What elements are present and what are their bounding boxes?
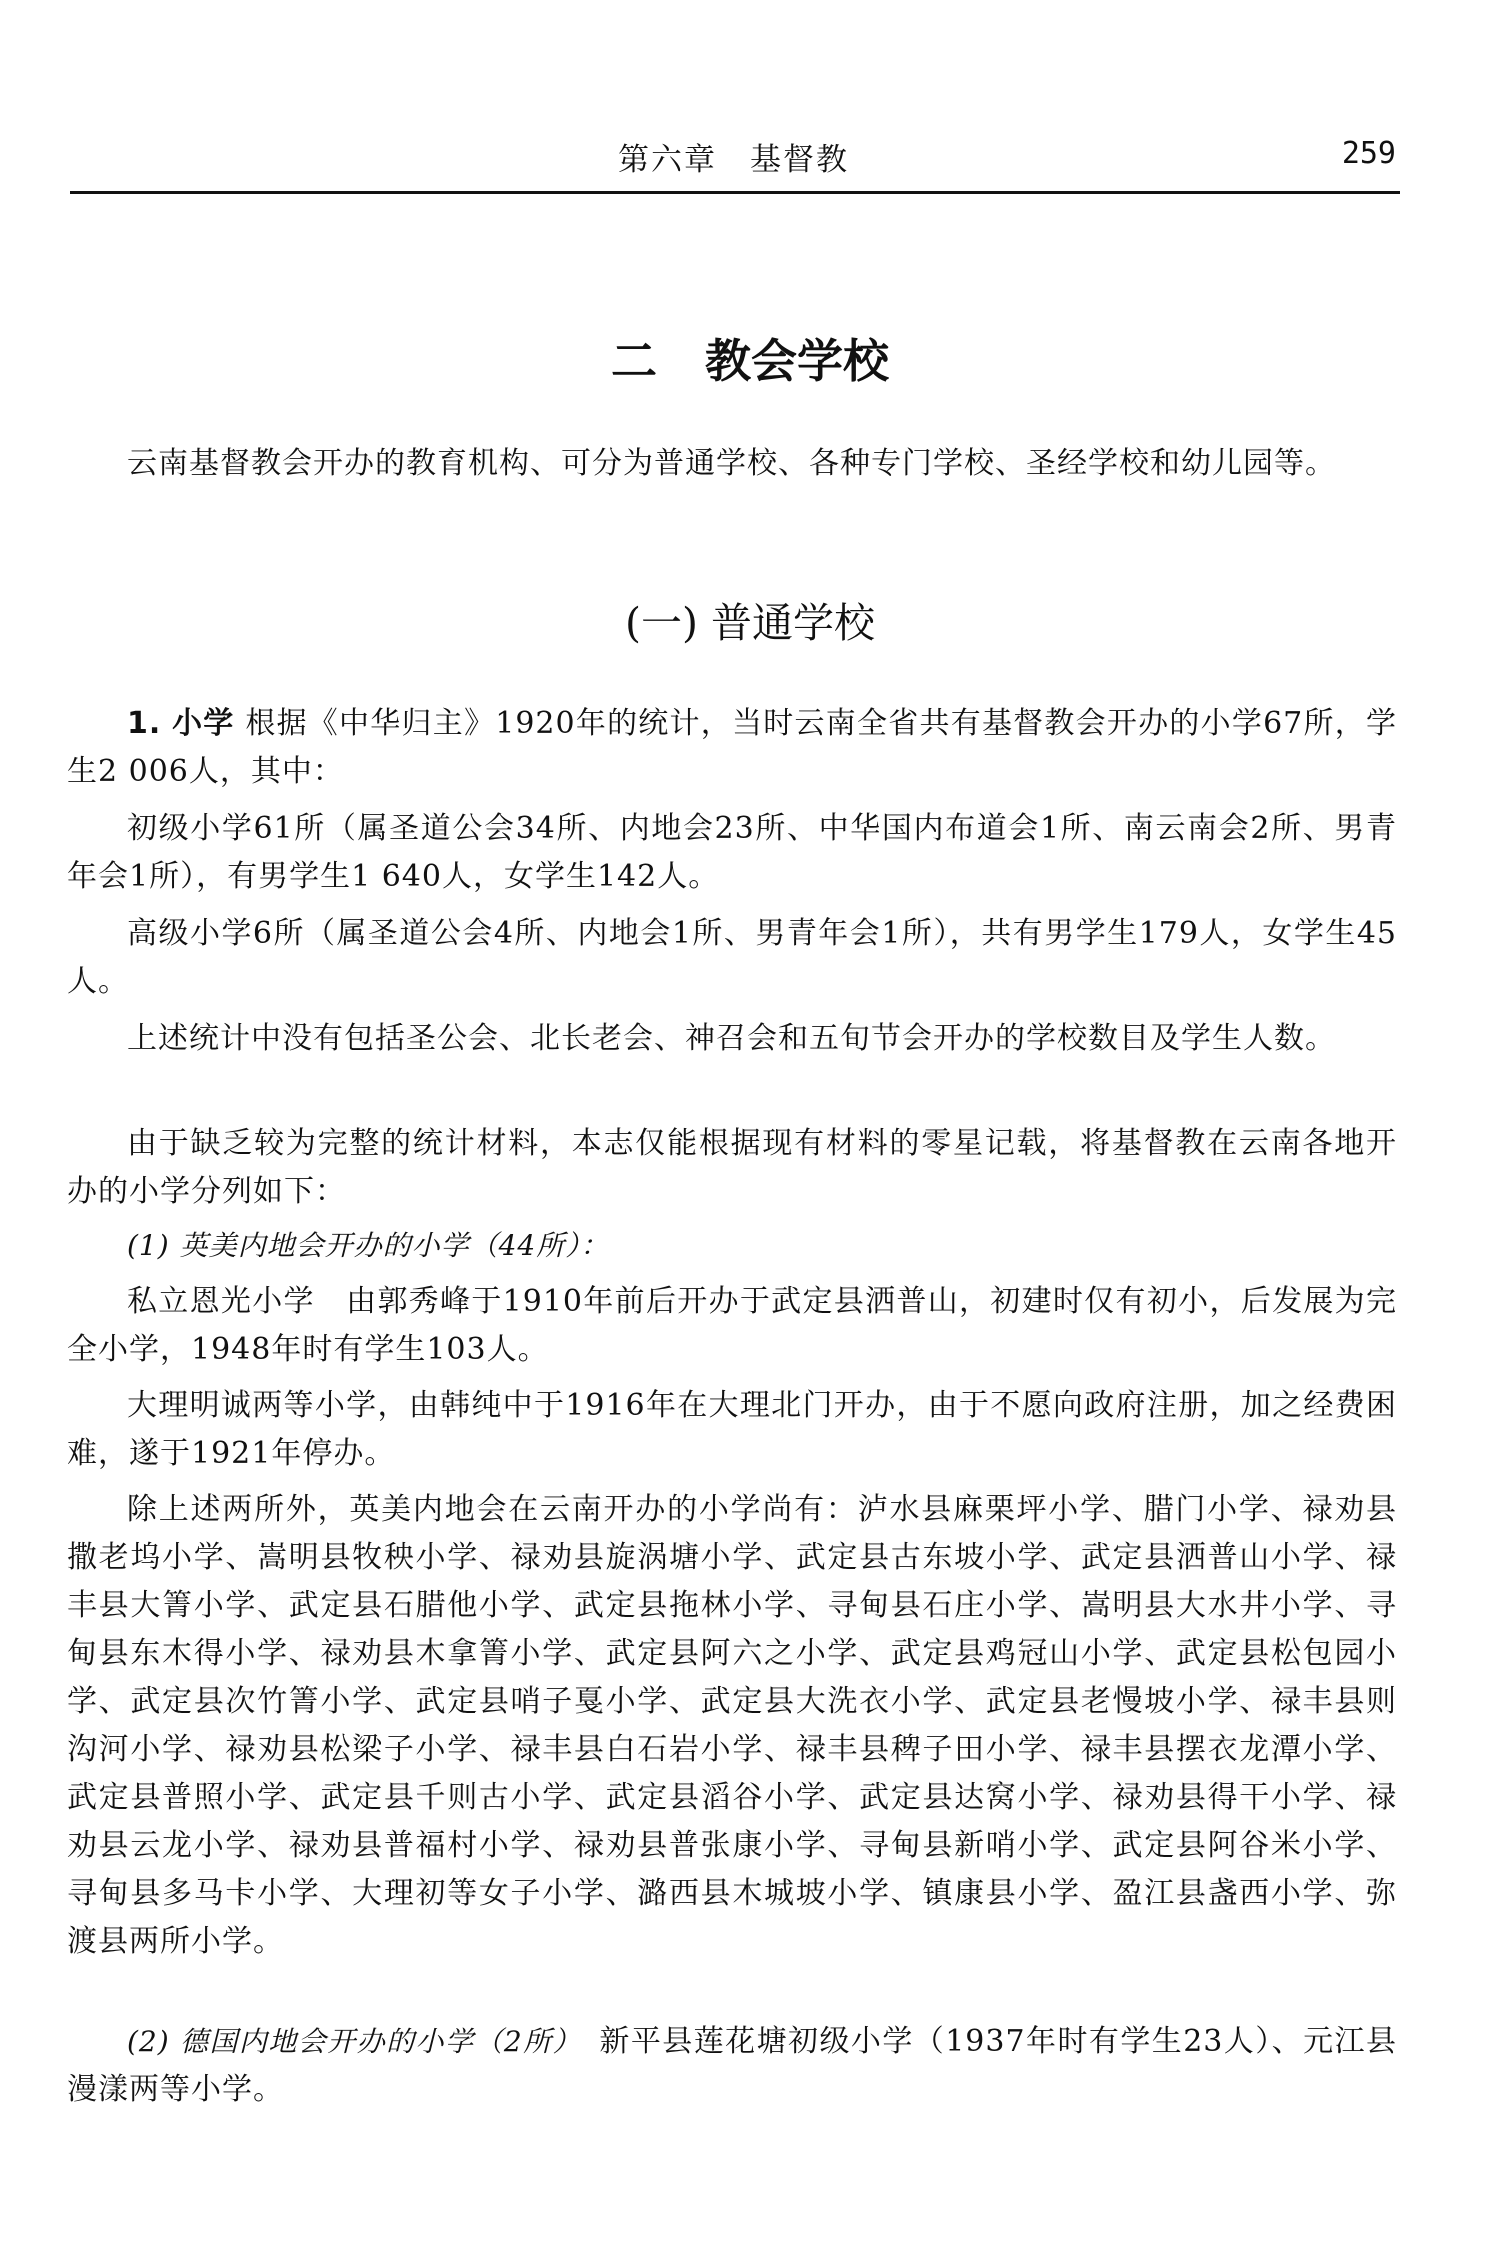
paragraph-school-list: 除上述两所外，英美内地会在云南开办的小学尚有：泸水县麻栗坪小学、腊门小学、禄劝县撒老坞小学、嵩明县牧秧小学、禄劝县旋涡塘小学、武定县古东坡小学、武定县洒普山小学、禄丰县大箐小学、武定县石腊他小学、武定县拖林小学、寻甸县石庄小学、嵩明县大水井小学、寻甸县东木得小学、禄劝县木拿箐小学、武定县阿六之小学、武定县鸡冠山小学、武定县松包园小学、武定县次竹箐小学、武定县哨子戛小学、武定县大洗衣小学、武定县老慢坡小学、禄丰县则沟河小学、禄劝县松梁子小学、禄丰县白石岩小学、禄丰县稗子田小学、禄丰县摆衣龙潭小学、武定县普照小学、武定县千则古小学、武定县滔谷小学、武定县达窝小学、禄劝县得干小学、禄劝县云龙小学、禄劝县普福村小学、禄劝县普张康小学、寻甸县新哨小学、武定县阿谷米小学、寻甸县多马卡小学、大理初等女子小学、潞西县木城坡小学、镇康县小学、盈江县盏西小学、弥渡县两所小学。 xyxy=(67,1492,1397,1959)
intro-paragraph: 云南基督教会开办的教育机构、可分为普通学校、各种专门学校、圣经学校和幼儿园等。 xyxy=(127,446,1336,481)
primary-school-paragraph xyxy=(67,700,1397,796)
section-number: 二 xyxy=(611,334,657,388)
subsection-title: (一) 普通学校 xyxy=(624,599,876,647)
german-schools: 新平县莲花塘初级小学（1937年时有学生23人）、元江县漫漾两等小学。 xyxy=(67,2024,1397,2107)
paragraph-enguang: 私立恩光小学 由郭秀峰于1910年前后开办于武定县洒普山，初建时仅有初小，后发展为完全小学，1948年时有学生103人。 xyxy=(67,1284,1397,1367)
paragraph-dali: 大理明诚两等小学，由韩纯中于1916年在大理北门开办，由于不愿向政府注册，加之经费困难，遂于1921年停办。 xyxy=(67,1388,1397,1471)
paragraph-senior: 高级小学6所（属圣道公会4所、内地会1所、男青年会1所），共有男学生179人，女学生45人。 xyxy=(67,916,1397,999)
primary-label-number: 1. xyxy=(127,706,162,741)
paragraph-lack-of-data: 由于缺乏较为完整的统计材料，本志仅能根据现有材料的零星记载，将基督教在云南各地开办的小学分列如下： xyxy=(67,1126,1397,1209)
primary-label: 小学 xyxy=(172,706,235,741)
section-title xyxy=(0,325,1500,391)
section-title-text: 教会学校 xyxy=(705,334,889,388)
chapter-title: 第六章 基督教 xyxy=(618,142,849,178)
heading-german-mission: (2) 德国内地会开办的小学（2所） xyxy=(127,2025,568,2058)
paragraph-junior: 初级小学61所（属圣道公会34所、内地会23所、中华国内布道会1所、南云南会2所、男青年会1所），有男学生1 640人，女学生142人。 xyxy=(67,811,1397,894)
header-rule xyxy=(70,191,1400,194)
primary-text: 根据《中华归主》1920年的统计，当时云南全省共有基督教会开办的小学67所，学生2 006人，其中： xyxy=(67,706,1397,789)
paragraph-german-mission xyxy=(67,2018,1397,2114)
page-number: 259 xyxy=(1341,136,1396,171)
heading-inland-mission: (1) 英美内地会开办的小学（44所）： xyxy=(127,1229,610,1262)
running-header xyxy=(70,130,1400,180)
paragraph-omitted: 上述统计中没有包括圣公会、北长老会、神召会和五旬节会开办的学校数目及学生人数。 xyxy=(127,1021,1336,1056)
